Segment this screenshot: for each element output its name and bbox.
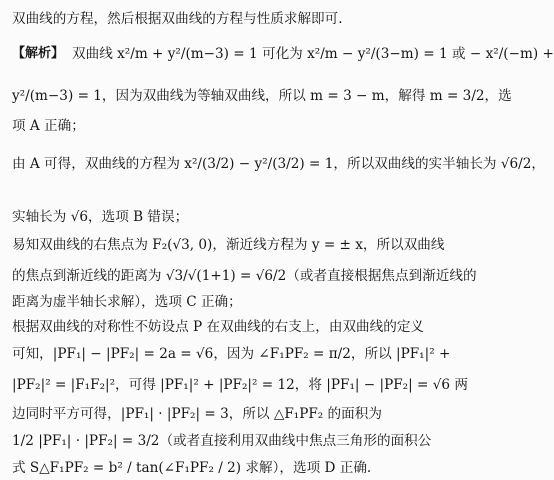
line-8-text: 的焦点到渐近线的距离为 √3/√(1+1) = √6/2（或者直接根据焦点到渐近线的 [12, 268, 477, 284]
text-line-5 [12, 155, 545, 173]
line-2-text: 双曲线 x²/m + y²/(m−3) = 1 可化为 x²/m − y²/(3−m) = 1 或 − x²/(−m) + [72, 46, 554, 62]
analysis-label: 【解析】 [12, 46, 65, 61]
text-line-4 [12, 117, 465, 135]
line-4-text: 项 A 正确； [12, 118, 85, 134]
line-10-text: 根据双曲线的对称性不妨设点 P 在双曲线的右支上，由双曲线的定义 [12, 319, 425, 335]
line-9-text: 距离为虚半轴长求解），选项 C 正确； [12, 294, 242, 310]
line-15-text: 式 S△F₁PF₂ = b² / tan(∠F₁PF₂ / 2) 求解），选项 D 正确. [12, 460, 372, 476]
line-14-text: 1/2 |PF₁| · |PF₂| = 3/2（或者直接利用双曲线中焦点三角形的面积公 [12, 433, 432, 449]
text-line-8 [12, 267, 477, 285]
text-line-3 [12, 87, 512, 105]
text-line-1 [12, 10, 465, 28]
text-line-6 [12, 208, 465, 226]
text-line-9 [12, 293, 465, 311]
text-line-12 [12, 376, 468, 394]
text-line-14 [12, 432, 465, 450]
line-7-text: 易知双曲线的右焦点为 F₂(√3, 0)，渐近线方程为 y = ± x，所以双曲线 [12, 237, 445, 253]
text-line-13 [12, 405, 465, 423]
text-line-11 [12, 345, 465, 363]
text-line-2 [12, 45, 554, 63]
line-5-text: 由 A 可得，双曲线的方程为 x²/(3/2) − y²/(3/2) = 1，所以双曲线的实半轴长为 √6/2， [12, 156, 545, 172]
line-13-text: 边同时平方可得，|PF₁| · |PF₂| = 3，所以 △F₁PF₂ 的面积为 [12, 406, 382, 422]
text-line-10 [12, 318, 465, 336]
line-11-text: 可知，|PF₁| − |PF₂| = 2a = √6，因为 ∠F₁PF₂ = π/2，所以 |PF₁|² + [12, 346, 451, 362]
text-line-7 [12, 236, 465, 254]
line-12-text: |PF₂|² = |F₁F₂|²，可得 |PF₁|² + |PF₂|² = 12，将 |PF₁| − |PF₂| = √6 两 [12, 377, 468, 393]
line-3-text: y²/(m−3) = 1，因为双曲线为等轴双曲线，所以 m = 3 − m，解得 m = 3/2，选 [12, 88, 512, 104]
text-line-15 [12, 459, 465, 477]
line-6-text: 实轴长为 √6，选项 B 错误； [12, 209, 189, 225]
line-1-text: 双曲线的方程，然后根据双曲线的方程与性质求解即可. [12, 11, 343, 27]
